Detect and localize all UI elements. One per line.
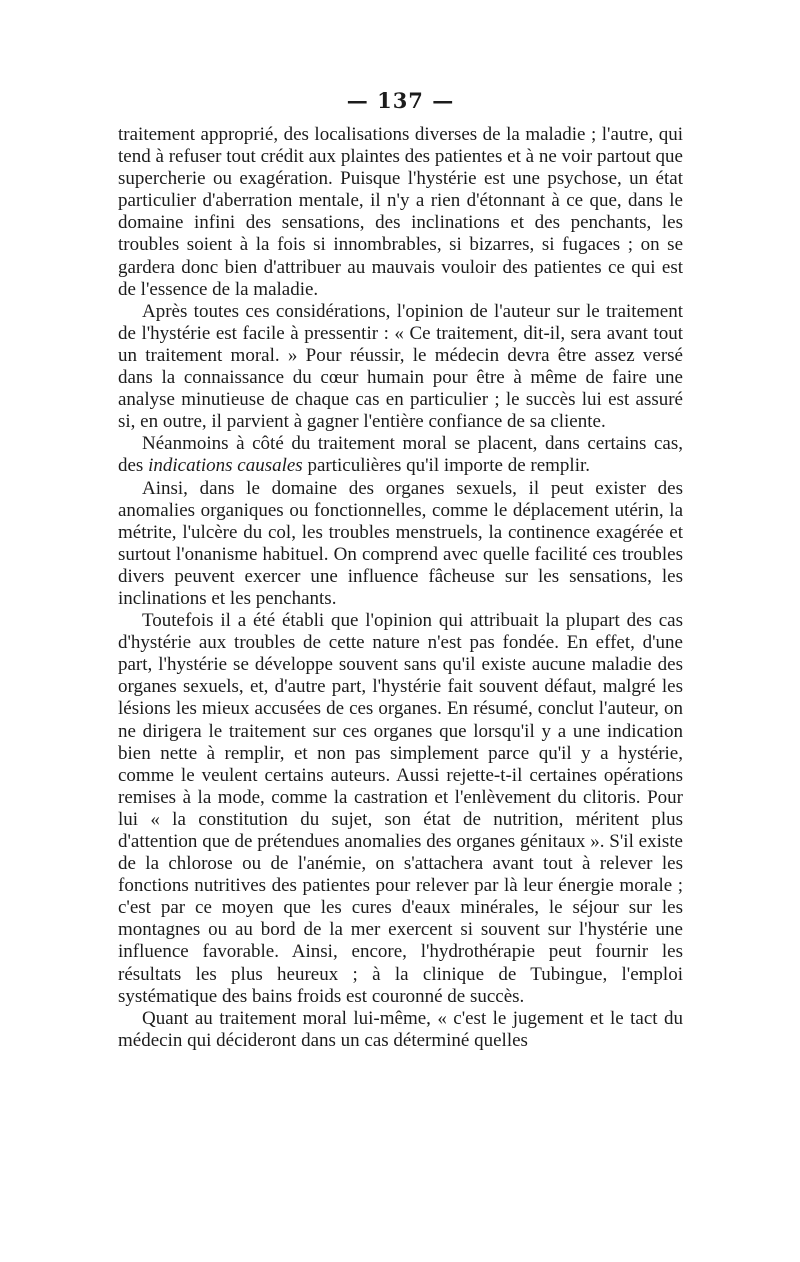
paragraph-text: Néanmoins à côté du traitement moral se placent, dans certains cas, des — [118, 433, 683, 477]
paragraph-text: traitement approprié, des localisations diverses de la maladie ; l'autre, qui tend à refuser tout crédit aux plaintes des patientes et à ne voir partout que supercherie ou exagération. Puisque l'hystérie est une psychose, un état particulier d'aberration mentale, il n'y a rien d'étonnant à ce que, dans le domaine infini des sensations, des inclinations et des penchants, les troubles soient à la fois si innombrables, si bizarres, si fugaces ; on se gardera donc bien d'attribuer au mauvais vouloir des patientes ce qui est de l'essence de la maladie. — [118, 124, 683, 300]
page-number: — 137 — — [346, 88, 455, 113]
book-page — [118, 86, 683, 1052]
paragraph — [118, 1008, 683, 1052]
paragraph-text: Ainsi, dans le domaine des organes sexuels, il peut exister des anomalies organiques ou fonctionnelles, comme le déplacement utérin, la métrite, l'ulcère du col, les troubles menstruels, la continence exagérée et surtout l'onanisme habituel. On comprend avec quelle facilité ces troubles divers peuvent exercer une influence fâcheuse sur les sensations, les inclinations et les penchants. — [118, 477, 683, 609]
paragraph — [118, 610, 683, 1008]
paragraph — [118, 478, 683, 611]
paragraph-text: particulières qu'il importe de remplir. — [302, 455, 591, 477]
emphasized-text: indications causales — [148, 455, 303, 477]
paragraph — [118, 433, 683, 477]
paragraph-text: Toutefois il a été établi que l'opinion qui attribuait la plupart des cas d'hystérie aux troubles de cette nature n'est pas fondée. En effet, d'une part, l'hystérie se développe souvent sans qu'il existe aucune maladie des organes sexuels, et, d'autre part, l'hystérie fait souvent défaut, malgré les lésions les mieux accusées de ces organes. En résumé, conclut l'auteur, on ne dirigera le traitement sur ces organes que lorsqu'il y a une indication bien nette à remplir, et non pas simplement parce qu'il y a hystérie, comme le veulent certains auteurs. Aussi rejette-t-il certaines opérations remises à la mode, comme la castration et l'enlèvement du clitoris. Pour lui « la constitution du sujet, son état de nutrition, méritent plus d'attention que de prétendues anomalies des organes génitaux ». S'il existe de la chlorose ou de l'anémie, on s'attachera avant tout à relever les fonctions nutritives des patientes pour relever par là leur énergie morale ; c'est par ce moyen que les cures d'eaux minérales, le séjour sur les montagnes ou au bord de la mer exercent si souvent sur l'hystérie une influence favorable. Ainsi, encore, l'hydrothérapie peut fournir les résultats les plus heureux ; à la clinique de Tubingue, l'emploi systématique des bains froids est couronné de succès. — [118, 610, 683, 1007]
paragraph-text: Quant au traitement moral lui-même, « c'est le jugement et le tact du médecin qui décideront dans un cas déterminé quelles — [118, 1007, 683, 1051]
paragraph — [118, 301, 683, 434]
paragraph — [118, 124, 683, 301]
paragraph-text: Après toutes ces considérations, l'opinion de l'auteur sur le traitement de l'hystérie est facile à pressentir : « Ce traitement, dit-il, sera avant tout un traitement moral. » Pour réussir, le médecin devra être assez versé dans la connaissance du cœur humain pour être à même de faire une analyse minutieuse de chaque cas en particulier ; le succès lui est assuré si, en outre, il parvient à gagner l'entière confiance de sa cliente. — [118, 300, 683, 433]
body-text — [118, 124, 683, 1052]
